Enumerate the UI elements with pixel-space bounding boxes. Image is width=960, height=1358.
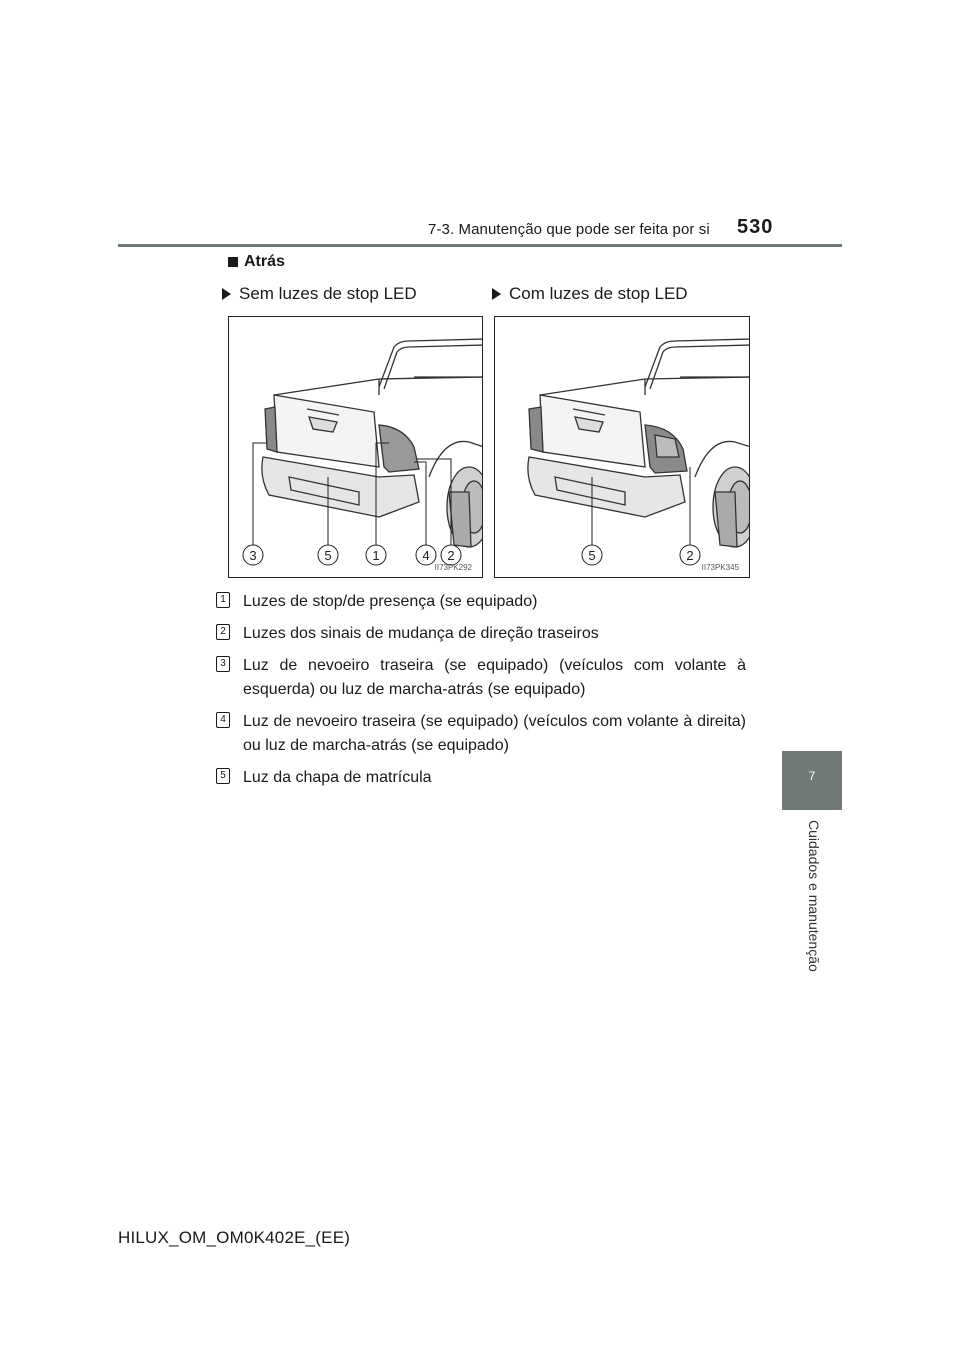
figure-code: II73PK345 bbox=[701, 563, 739, 572]
item-number: 3 bbox=[216, 656, 230, 672]
truck-rear-illustration bbox=[495, 317, 750, 578]
section-heading bbox=[228, 253, 285, 271]
header-rule bbox=[118, 244, 842, 247]
item-text: Luzes de stop/de presença (se equipado) bbox=[243, 593, 538, 610]
callout-2: 2 bbox=[686, 548, 694, 563]
item-text: Luz de nevoeiro traseira (se equipado) (veículos com volante à esquerda) ou luz de marcha-atrás (se equipado) bbox=[243, 657, 746, 698]
callout-3: 3 bbox=[249, 548, 257, 563]
truck-rear-illustration bbox=[229, 317, 483, 578]
callout-1: 1 bbox=[372, 548, 380, 563]
item-number: 1 bbox=[216, 592, 230, 608]
list-item bbox=[216, 622, 746, 646]
item-number: 2 bbox=[216, 624, 230, 640]
chapter-tab[interactable] bbox=[782, 751, 842, 810]
callout-5: 5 bbox=[324, 548, 332, 563]
subsection-heading-led bbox=[492, 284, 688, 304]
header-section-title: 7-3. Manutenção que pode ser feita por si bbox=[428, 221, 710, 238]
triangle-bullet-icon bbox=[222, 288, 231, 300]
item-text: Luz de nevoeiro traseira (se equipado) (veículos com volante à direita) ou luz de marcha-atrás (se equipado) bbox=[243, 713, 746, 754]
square-bullet-icon bbox=[228, 257, 238, 267]
item-text: Luzes dos sinais de mudança de direção traseiros bbox=[243, 625, 599, 642]
chapter-title: Cuidados e manutenção bbox=[806, 820, 822, 972]
chapter-number: 7 bbox=[808, 769, 816, 783]
figure-code: II73PK292 bbox=[434, 563, 472, 572]
list-item bbox=[216, 654, 746, 702]
footer-doc-code: HILUX_OM_OM0K402E_(EE) bbox=[118, 1228, 351, 1247]
subsection-label: Com luzes de stop LED bbox=[509, 284, 688, 303]
callout-4: 4 bbox=[422, 548, 430, 563]
legend-list bbox=[216, 590, 746, 798]
item-text: Luz da chapa de matrícula bbox=[243, 769, 432, 786]
list-item bbox=[216, 710, 746, 758]
subsection-heading-no-led bbox=[222, 284, 417, 304]
section-heading-text: Atrás bbox=[244, 253, 285, 270]
item-number: 4 bbox=[216, 712, 230, 728]
list-item bbox=[216, 766, 746, 790]
figure-rear-lights-led bbox=[494, 316, 750, 578]
item-number: 5 bbox=[216, 768, 230, 784]
subsection-label: Sem luzes de stop LED bbox=[239, 284, 417, 303]
figure-rear-lights-no-led bbox=[228, 316, 483, 578]
list-item bbox=[216, 590, 746, 614]
callout-2: 2 bbox=[447, 548, 455, 563]
page-number: 530 bbox=[737, 216, 774, 238]
callout-5: 5 bbox=[588, 548, 596, 563]
triangle-bullet-icon bbox=[492, 288, 501, 300]
